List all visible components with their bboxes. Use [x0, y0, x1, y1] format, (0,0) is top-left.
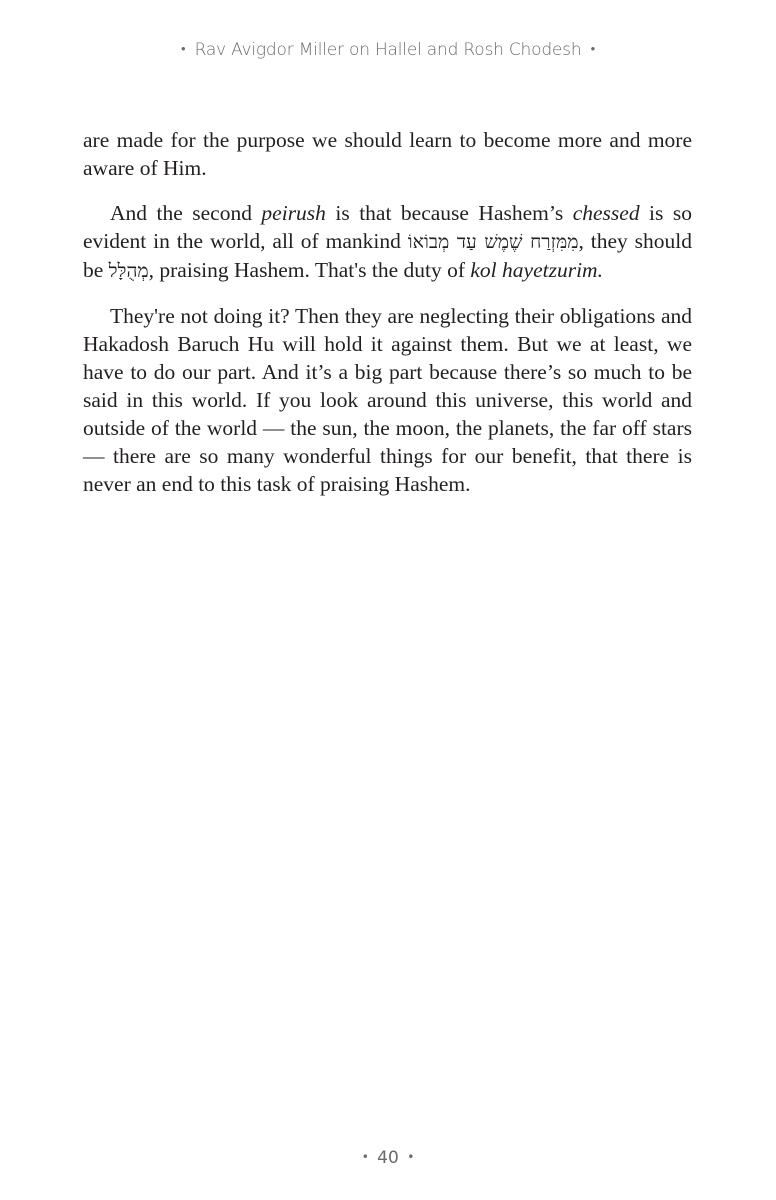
hebrew-word-mehulal: מְהֻלָּל	[108, 260, 149, 282]
p2-segment-2: is that because Hashem’s	[325, 201, 573, 225]
body-text	[83, 126, 692, 515]
term-chessed: chessed	[572, 201, 640, 225]
hebrew-phrase-mizrach: מִמִּזְרַח שֶׁמֶשׁ עַד מְבוֹאוֹ	[407, 231, 579, 253]
p2-segment-4: , they should be	[83, 229, 693, 282]
folio-bullet-right: •	[407, 1150, 415, 1164]
running-header	[0, 40, 776, 60]
header-title: Rav Avigdor Miller on Hallel and Rosh Chodesh	[194, 40, 582, 60]
header-bullet-left: •	[181, 42, 186, 57]
paragraph-2	[83, 199, 692, 285]
p2-segment-3: is so evident in the world, all of mankind	[83, 201, 692, 253]
folio-bullet-left: •	[361, 1150, 369, 1164]
term-kol-hayetzurim: kol hayetzurim.	[470, 258, 603, 282]
paragraph-1: are made for the purpose we should learn to become more and more aware of Him.	[83, 128, 692, 180]
page-number-value: 40	[377, 1148, 399, 1168]
header-bullet-right: •	[590, 42, 595, 57]
p2-segment-5: , praising Hashem. That's the duty of	[148, 258, 471, 282]
page-number	[0, 1148, 776, 1168]
term-peirush: peirush	[261, 201, 326, 225]
p2-segment-1: And the second	[110, 201, 262, 225]
paragraph-3: They're not doing it? Then they are neglecting their obligations and Hakadosh Baruch Hu will hold it against them. But we at least, we have to do our part. And it’s a big part because there’s so much to be said in this world. If you look around this universe, this world and outside of the world — the sun, the moon, the planets, the far off stars — there are so many wonderful things for our benefit, that there is never an end to this task of praising Hashem.	[83, 304, 692, 496]
